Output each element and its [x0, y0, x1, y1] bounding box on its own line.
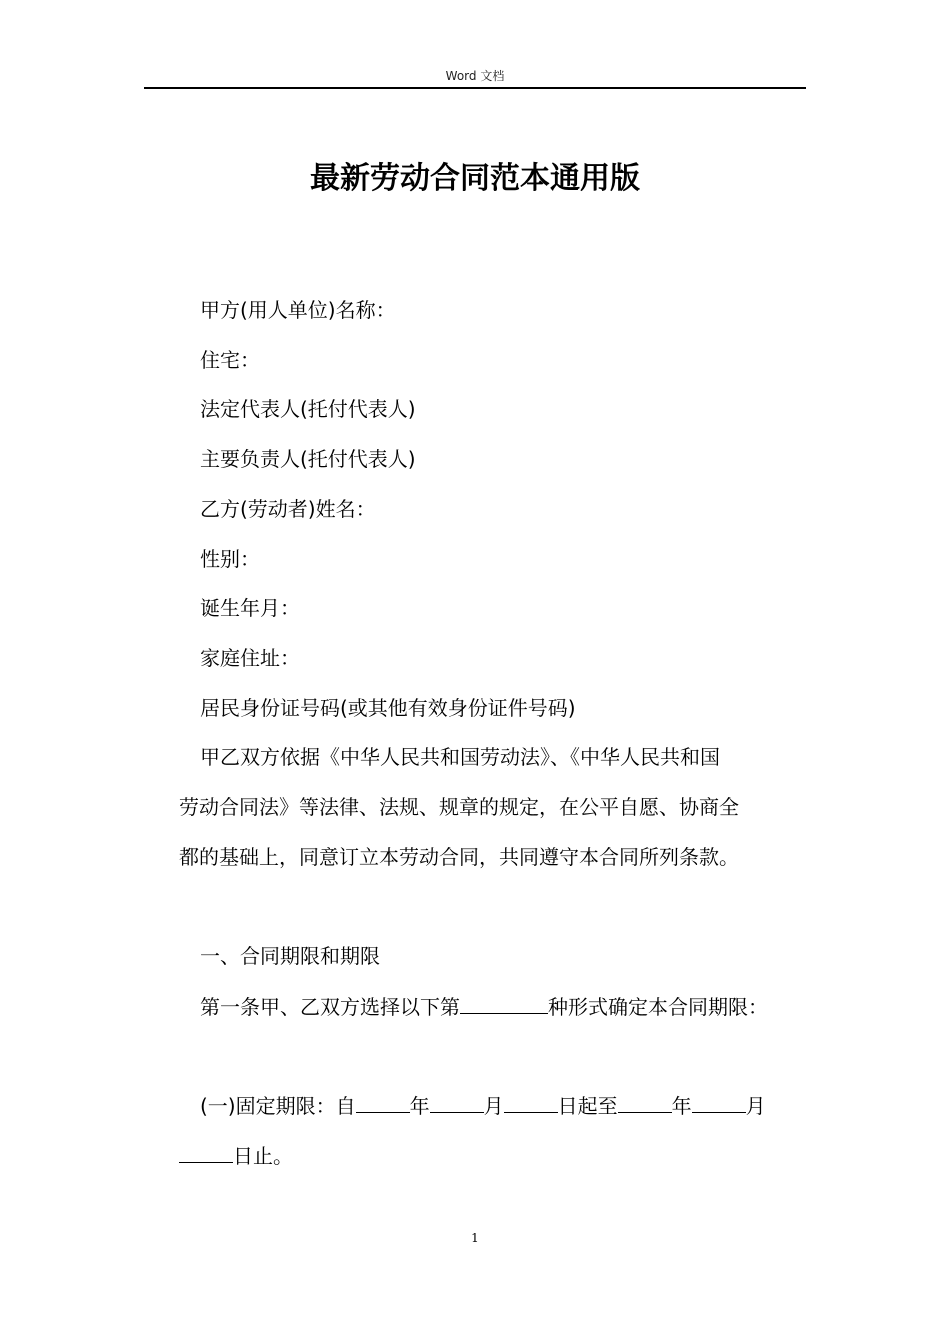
fixed-term-line	[200, 1090, 766, 1121]
field-gender: 性别：	[200, 547, 260, 571]
preamble-line-2: 劳动合同法》等法律、法规、规章的规定，在公平自愿、协商全	[179, 795, 739, 819]
field-id-number: 居民身份证号码(或其他有效身份证件号码)	[200, 696, 576, 720]
end-month-blank	[692, 1090, 746, 1113]
header-divider	[144, 87, 806, 89]
year2-label: 年	[671, 1094, 692, 1118]
field-home-address: 家庭住址：	[200, 646, 300, 670]
field-employer-name: 甲方(用人单位)名称：	[200, 298, 396, 322]
document-title: 最新劳动合同范本通用版	[310, 161, 640, 196]
start-day-blank	[504, 1090, 558, 1113]
start-year-blank	[356, 1090, 410, 1113]
end-year-blank	[618, 1090, 672, 1113]
end-day-blank	[179, 1140, 233, 1163]
start-month-blank	[430, 1090, 484, 1113]
month-label: 月	[483, 1094, 504, 1118]
section-heading: 一、合同期限和期限	[200, 944, 380, 968]
day-from-label: 日起至	[557, 1094, 618, 1118]
article-1-text-before: 第一条甲、乙双方选择以下第	[200, 995, 460, 1019]
fixed-term-prefix: (一)固定期限：自	[200, 1094, 356, 1118]
field-birth-date: 诞生年月：	[200, 596, 300, 620]
field-address: 住宅：	[200, 348, 260, 372]
day-end-label: 日止。	[233, 1144, 293, 1168]
page-number: 1	[471, 1231, 479, 1245]
field-legal-representative: 法定代表人(托付代表人)	[200, 397, 416, 421]
preamble-line-1: 甲乙双方依据《中华人民共和国劳动法》、《中华人民共和国	[200, 745, 720, 769]
year-label: 年	[409, 1094, 430, 1118]
article-1	[200, 991, 768, 1022]
field-employee-name: 乙方(劳动者)姓名：	[200, 497, 376, 521]
preamble-line-3: 都的基础上，同意订立本劳动合同，共同遵守本合同所列条款。	[179, 845, 739, 869]
month2-label: 月	[745, 1094, 766, 1118]
page-header-label: Word 文档	[445, 69, 505, 83]
article-1-text-after: 种形式确定本合同期限：	[548, 995, 768, 1019]
form-type-blank	[460, 991, 548, 1014]
fixed-term-line-2	[179, 1140, 293, 1171]
field-principal: 主要负责人(托付代表人)	[200, 447, 416, 471]
